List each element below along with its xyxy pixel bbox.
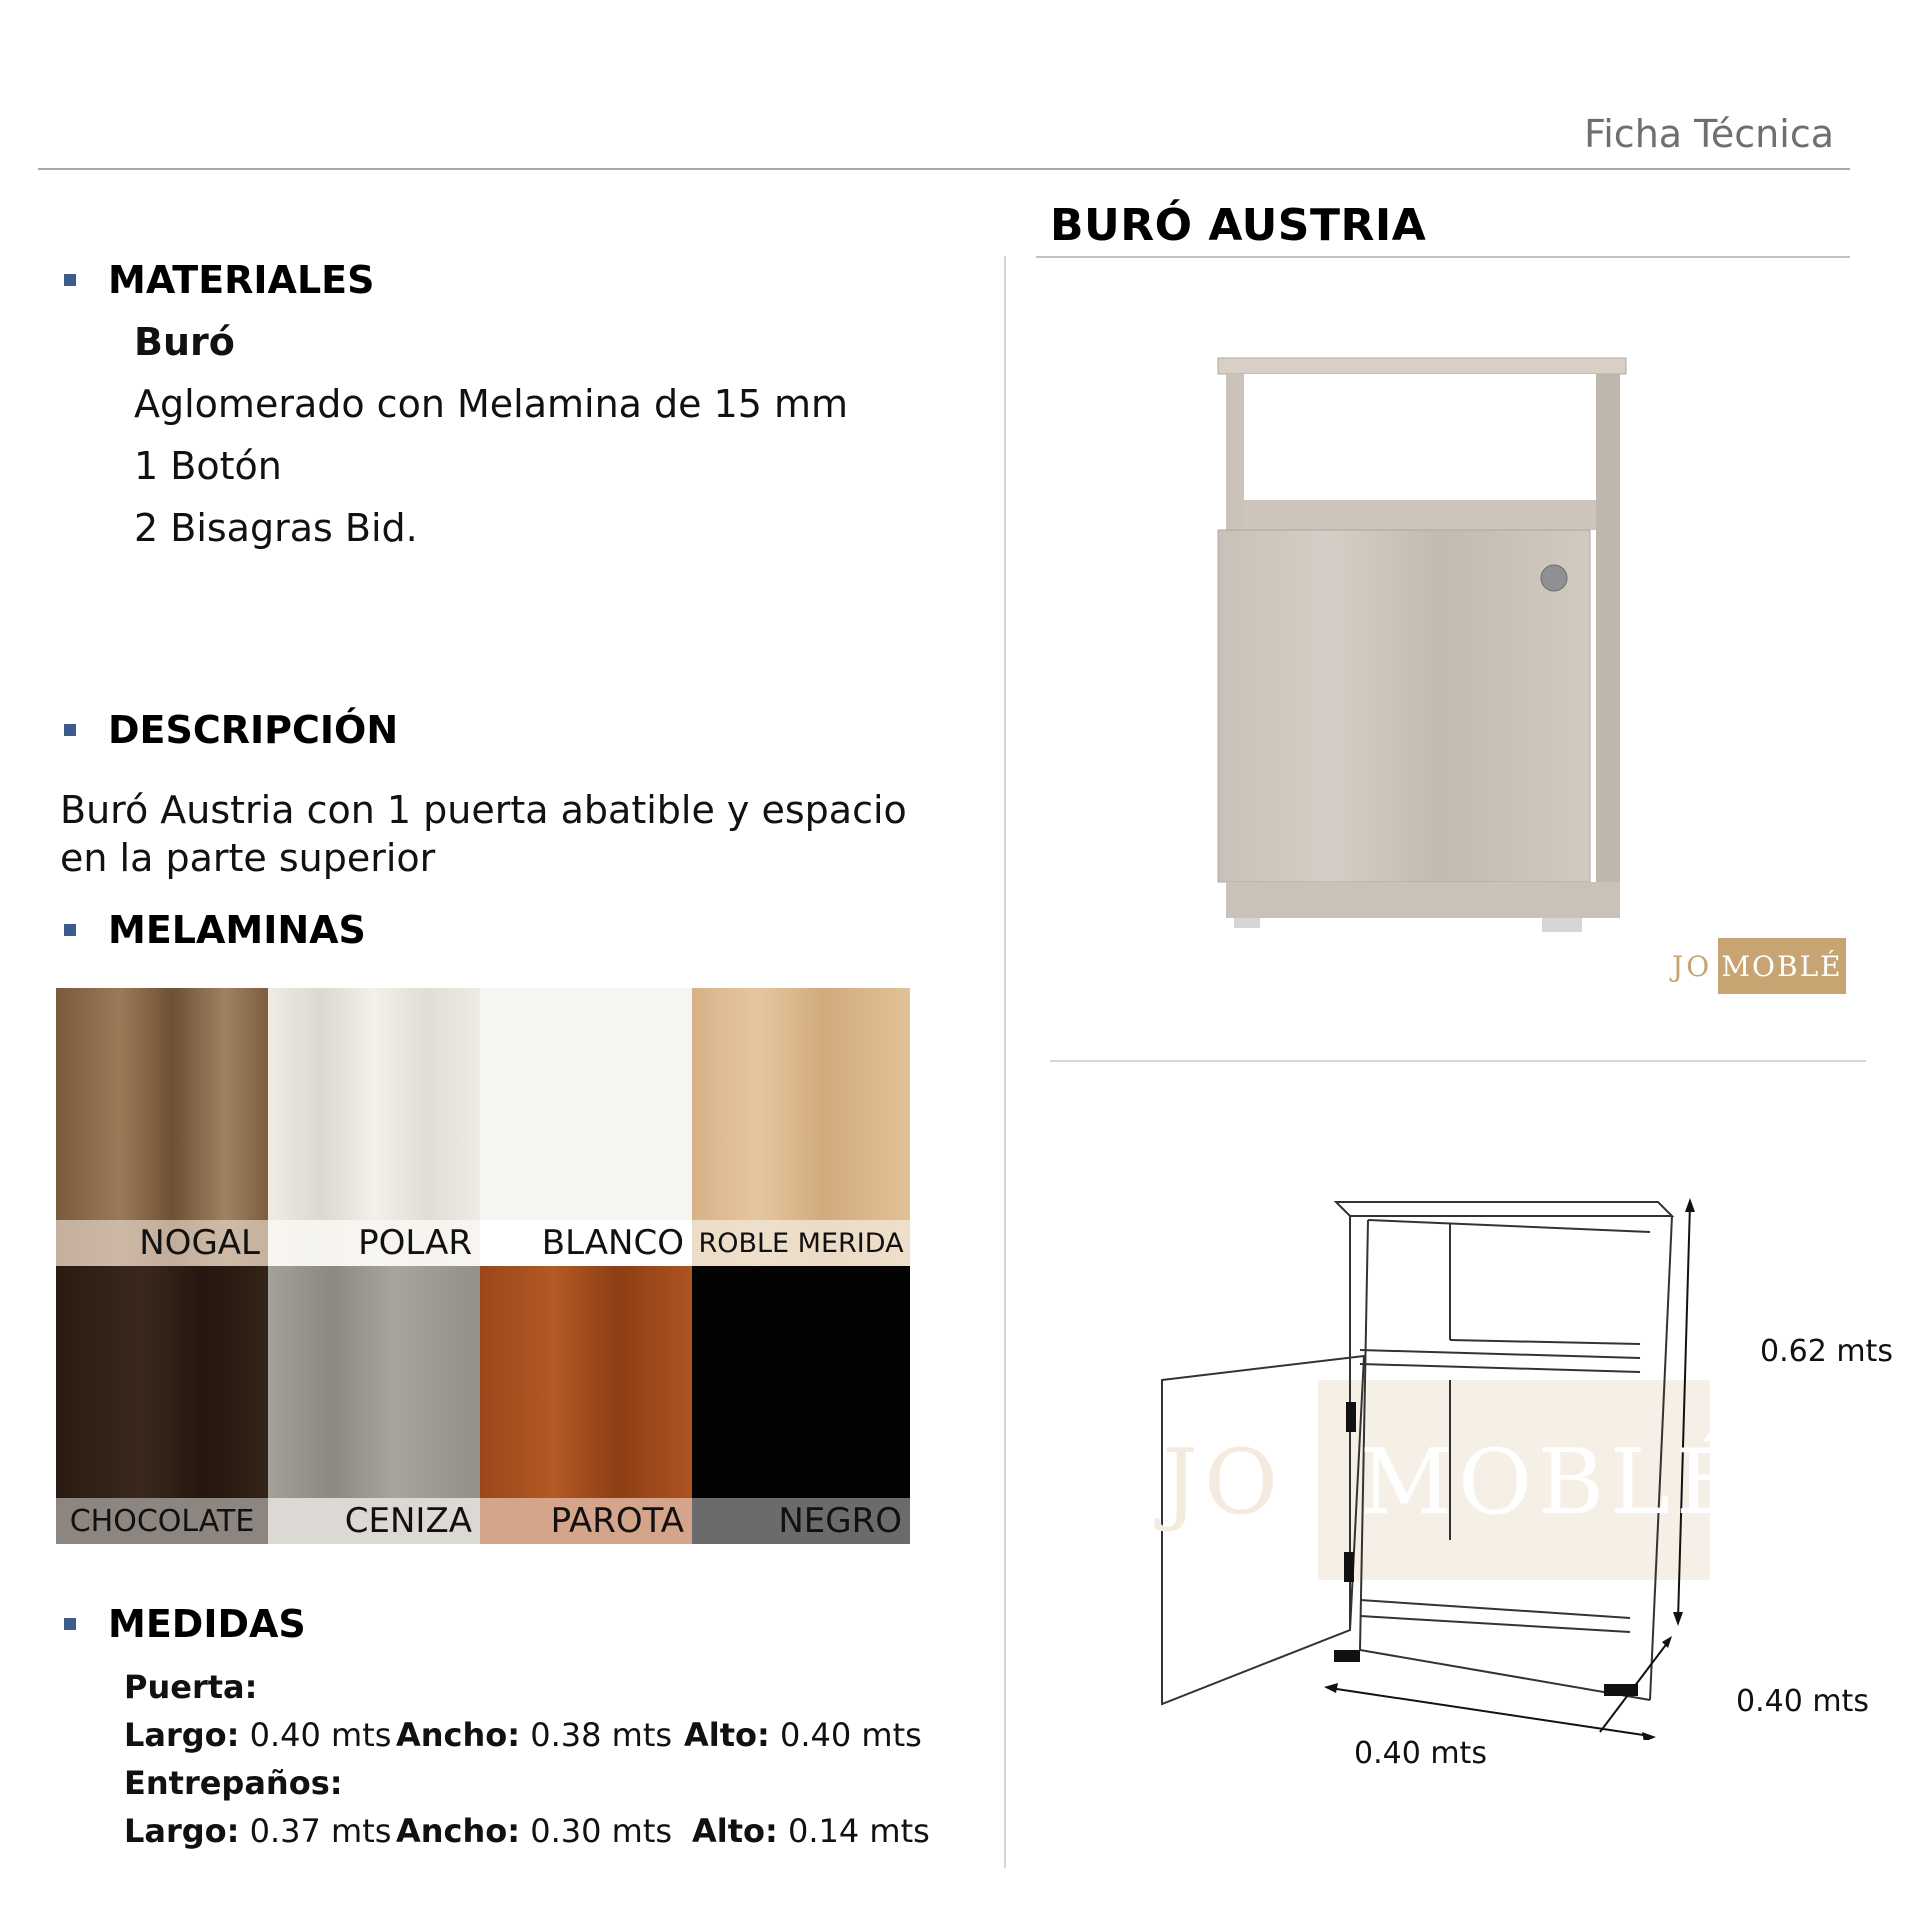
product-title: BURÓ AUSTRIA	[1050, 200, 1427, 251]
right-side	[1596, 374, 1620, 914]
dimension-depth: 0.40 mts	[1736, 1684, 1869, 1719]
product-photo	[1200, 350, 1640, 960]
descripcion-text: Buró Austria con 1 puerta abatible y espacio en la parte superior	[60, 788, 907, 880]
logo-jo: JO	[1672, 950, 1713, 983]
watermark-jo: JO	[1162, 1430, 1284, 1535]
swatch-blanco[interactable]	[480, 988, 692, 1266]
photo-divider	[1050, 1060, 1866, 1062]
entrepanos-ancho: Ancho: 0.30 mts	[396, 1812, 673, 1850]
header-divider	[38, 168, 1850, 170]
materiales-line: Aglomerado con Melamina de 15 mm	[134, 382, 849, 426]
swatch-roble-merida[interactable]	[692, 988, 910, 1266]
open-shelf	[1244, 374, 1596, 504]
swatch-label: NEGRO	[692, 1498, 910, 1544]
materiales-heading: MATERIALES	[108, 258, 375, 302]
watermark-moble: MOBLÉ	[1360, 1430, 1748, 1535]
entrepanos-label: Entrepaños:	[124, 1764, 343, 1802]
door-panel	[1218, 530, 1590, 882]
product-title-divider	[1036, 256, 1850, 258]
header-title: Ficha Técnica	[1584, 112, 1834, 156]
swatch-label: BLANCO	[480, 1220, 692, 1266]
medidas-heading: MEDIDAS	[108, 1602, 306, 1646]
dimension-height: 0.62 mts	[1760, 1334, 1893, 1369]
cabinet-top	[1336, 1202, 1672, 1216]
swatch-negro[interactable]	[692, 1266, 910, 1544]
bullet-icon	[64, 724, 76, 736]
materiales-line: 1 Botón	[134, 444, 282, 488]
puerta-measures: Largo: 0.40 mts	[124, 1716, 392, 1754]
entrepanos-largo: Largo: 0.37 mts	[124, 1812, 392, 1850]
top-panel	[1218, 358, 1626, 374]
puerta-label: Puerta:	[124, 1668, 258, 1706]
bullet-icon	[64, 274, 76, 286]
foot	[1334, 1650, 1360, 1662]
column-divider	[1004, 256, 1006, 1868]
swatch-label: ROBLE MERIDA	[692, 1220, 910, 1266]
logo-moble: MOBLÉ	[1718, 938, 1846, 994]
knob-icon	[1541, 565, 1567, 591]
hinge-icon	[1344, 1552, 1354, 1582]
foot	[1234, 918, 1260, 928]
bullet-icon	[64, 1618, 76, 1630]
plinth	[1226, 882, 1620, 918]
materiales-subheading: Buró	[134, 320, 235, 364]
hinge-icon	[1346, 1402, 1356, 1432]
entrepanos-alto: Alto: 0.14 mts	[692, 1812, 930, 1850]
foot	[1542, 918, 1582, 932]
puerta-alto: Alto: 0.40 mts	[684, 1716, 922, 1754]
swatch-label: POLAR	[268, 1220, 480, 1266]
swatch-nogal[interactable]	[56, 988, 268, 1266]
swatch-parota[interactable]	[480, 1266, 692, 1544]
swatch-ceniza[interactable]	[268, 1266, 480, 1544]
swatch-label: PAROTA	[480, 1498, 692, 1544]
puerta-ancho: Ancho: 0.38 mts	[396, 1716, 673, 1754]
swatch-chocolate[interactable]	[56, 1266, 268, 1544]
materiales-line: 2 Bisagras Bid.	[134, 506, 418, 550]
shelf	[1244, 500, 1596, 530]
dimension-width: 0.40 mts	[1354, 1736, 1487, 1771]
swatch-label: NOGAL	[56, 1220, 268, 1266]
descripcion-heading: DESCRIPCIÓN	[108, 708, 399, 752]
swatch-label: CHOCOLATE	[56, 1498, 268, 1544]
bullet-icon	[64, 924, 76, 936]
swatch-label: CENIZA	[268, 1498, 480, 1544]
melaminas-heading: MELAMINAS	[108, 908, 366, 952]
swatch-polar[interactable]	[268, 988, 480, 1266]
